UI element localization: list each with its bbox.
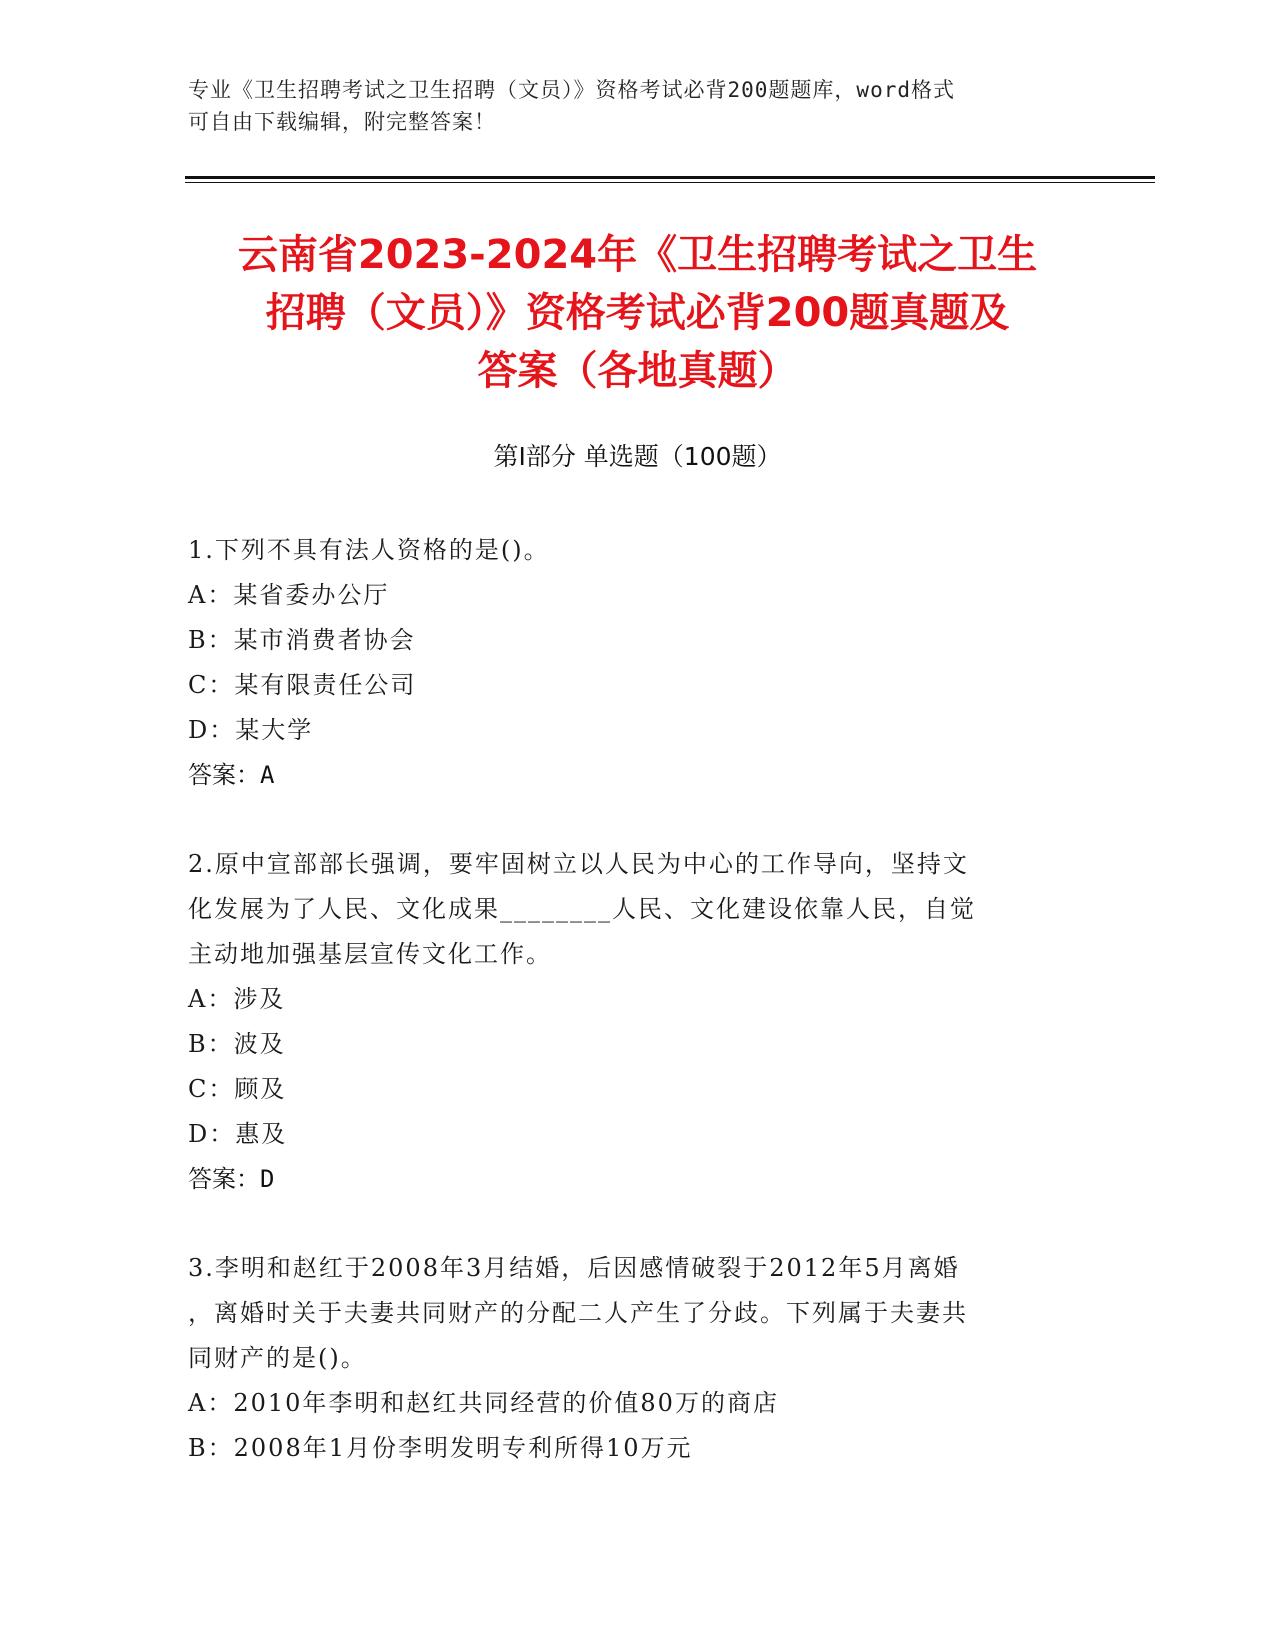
header-divider-thick (185, 176, 1155, 179)
option-c: C：某有限责任公司 (188, 671, 417, 699)
document-title-line-1: 云南省2023-2024年《卫生招聘考试之卫生 (237, 232, 1038, 278)
header-note-line-1: 专业《卫生招聘考试之卫生招聘（文员）》资格考试必背200题题库，word格式 (188, 78, 955, 102)
answer (188, 753, 1068, 798)
question-1 (188, 528, 1068, 798)
question-stem-line-2: ，离婚时关于夫妻共同财产的分配二人产生了分歧。下列属于夫妻共 (188, 1299, 968, 1327)
header-divider-thin (185, 182, 1155, 183)
option-a: A：某省委办公厅 (188, 581, 390, 609)
answer-label: 答案： (188, 761, 260, 789)
answer-label: 答案： (188, 1165, 260, 1193)
question-list (188, 528, 1068, 1515)
option-a: A：2010年李明和赵红共同经营的价值80万的商店 (188, 1389, 779, 1417)
document-title-line-3: 答案（各地真题） (477, 348, 798, 394)
question-stem-line-2: 化发展为了人民、文化成果________人民、文化建设依靠人民，自觉 (188, 895, 976, 923)
question-stem-line-1: 3.李明和赵红于2008年3月结婚，后因感情破裂于2012年5月离婚 (188, 1254, 960, 1282)
question-2 (188, 842, 1068, 1202)
option-d: D：惠及 (188, 1120, 288, 1148)
option-b: B：2008年1月份李明发明专利所得10万元 (188, 1434, 693, 1462)
option-b: B：某市消费者协会 (188, 626, 416, 654)
question-stem: 1.下列不具有法人资格的是()。 (188, 536, 550, 564)
option-c: C：顾及 (188, 1075, 287, 1103)
section-title: 第I部分 单选题（100题） (493, 442, 782, 471)
option-d: D：某大学 (188, 716, 314, 744)
document-title-line-2: 招聘（文员）》资格考试必背200题真题及 (265, 290, 1010, 336)
question-stem-line-1: 2.原中宣部部长强调，要牢固树立以人民为中心的工作导向，坚持文 (188, 850, 969, 878)
header-note (188, 74, 1068, 138)
answer-value: D (260, 1165, 275, 1193)
option-a: A：涉及 (188, 985, 286, 1013)
header-note-line-2: 可自由下载编辑，附完整答案！ (188, 110, 496, 134)
option-b: B：波及 (188, 1030, 286, 1058)
question-3 (188, 1246, 1068, 1471)
question-stem-line-3: 同财产的是()。 (188, 1344, 367, 1372)
answer-value: A (260, 761, 275, 789)
question-stem-line-3: 主动地加强基层宣传文化工作。 (188, 940, 552, 968)
answer (188, 1157, 1068, 1202)
document-title (160, 226, 1115, 400)
